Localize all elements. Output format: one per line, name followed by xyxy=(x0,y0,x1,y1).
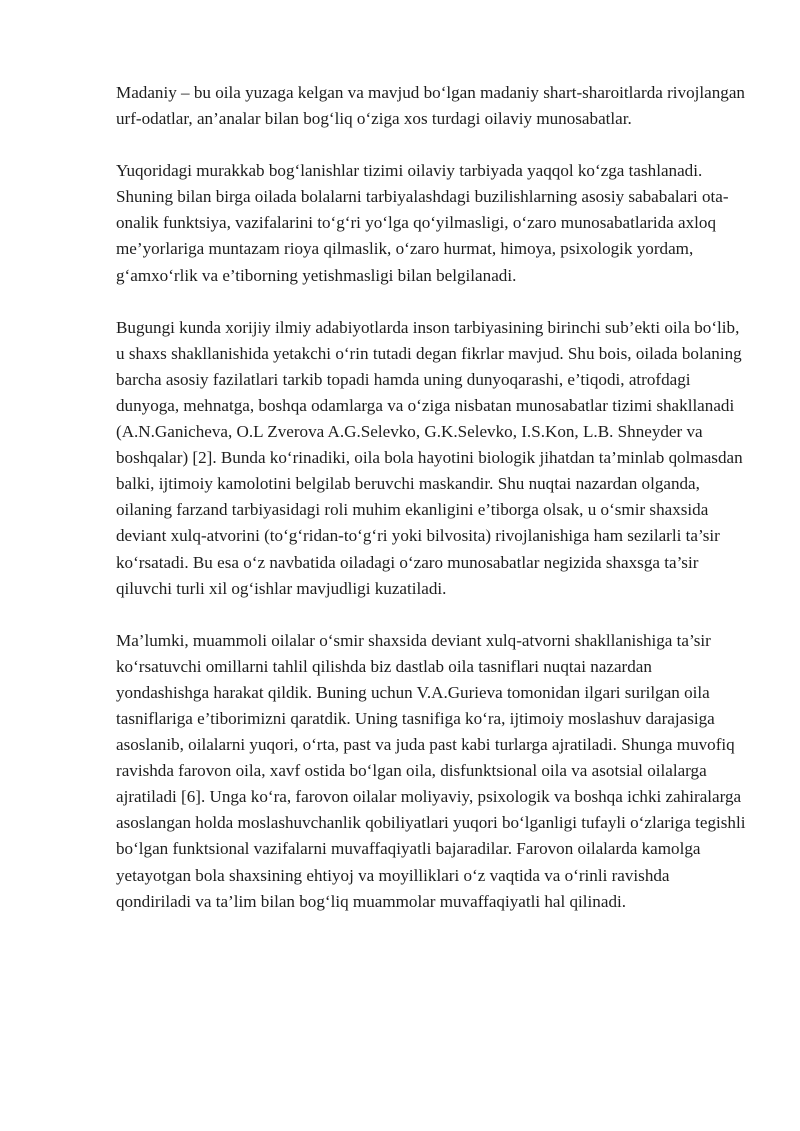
document-page xyxy=(116,80,746,941)
paragraph-family-upbringing-disorders: Yuqoridagi murakkab bog‘lanishlar tizimi oilaviy tarbiyada yaqqol ko‘zga tashlanadi. Shuning bilan birga oilada bolalarni tarbiyalashdagi buzilishlarning asosiy sababalari ota-onalik funktsiya, vazifalarini to‘g‘ri yo‘lga qo‘yilmasligi, o‘zaro munosabatlarida axloq me’yorlariga muntazam rioya qilmaslik, o‘zaro hurmat, himoya, psixologik yordam, g‘amxo‘rlik va e’tiborning yetishmasligi bilan belgilanadi. xyxy=(116,161,729,285)
paragraph-family-classification: Ma’lumki, muammoli oilalar o‘smir shaxsida deviant xulq-atvorni shakllanishiga ta’sir ko‘rsatuvchi omillarni tahlil qilishda biz dastlab oila tasniflari nuqtai nazardan yondashishga harakat qildik. Buning uchun V.A.Gurieva tomonidan ilgari surilgan oila tasniflariga e’tiborimizni qaratdik. Uning tasnifiga ko‘ra, ijtimoiy moslashuv darajasiga asoslanib, oilalarni yuqori, o‘rta, past va juda past kabi turlarga ajratiladi. Shunga muvofiq ravishda farovon oila, xavf ostida bo‘lgan oila, disfunktsional oila va asotsial oilalarga ajratiladi [6]. Unga ko‘ra, farovon oilalar moliyaviy, psixologik va boshqa ichki zahiralarga asoslangan holda moslashuvchanlik qobiliyatlari yuqori bo‘lganligi tufayli o‘zlariga tegishli bo‘lgan funktsional vazifalarni muvaffaqiyatli bajaradilar. Farovon oilalarda kamolga yetayotgan bola shaxsining ehtiyoj va moyilliklari o‘z vaqtida va o‘rinli ravishda qondiriladi va ta’lim bilan bog‘liq muammolar muvaffaqiyatli hal qilinadi. xyxy=(116,630,746,911)
paragraph-madaniy-definition: Madaniy – bu oila yuzaga kelgan va mavjud bo‘lgan madaniy shart-sharoitlarda rivojlangan urf-odatlar, an’analar bilan bog‘liq o‘ziga xos turdagi oilaviy munosabatlar. xyxy=(116,83,745,129)
paragraph-foreign-literature: Bugungi kunda xorijiy ilmiy adabiyotlarda inson tarbiyasining birinchi sub’ekti oila bo‘lib, u shaxs shakllanishida yetakchi o‘rin tutadi degan fikrlar mavjud. Shu bois, oilada bolaning barcha asosiy fazilatlari tarkib topadi hamda uning dunyoqarashi, e’tiqodi, atrofdagi dunyoga, mehnatga, boshqa odamlarga va o‘ziga nisbatan munosabatlar tizimi shakllanadi (A.N.Ganicheva, O.L Zverova A.G.Selevko, G.K.Selevko, I.S.Kon, L.B. Shneyder va boshqalar) [2]. Bunda ko‘rinadiki, oila bola hayotini biologik jihatdan ta’minlab qolmasdan balki, ijtimoiy kamolotini belgilab beruvchi maskandir. Shu nuqtai nazardan olganda, oilaning farzand tarbiyasidagi roli muhim ekanligini e’tiborga olsak, u o‘smir shaxsida deviant xulq-atvorini (to‘g‘ridan-to‘g‘ri yoki bilvosita) rivojlanishiga ham sezilarli ta’sir ko‘rsatadi. Bu esa o‘z navbatida oiladagi o‘zaro munosabatlar negizida shaxsga ta’sir qiluvchi turli xil og‘ishlar mavjudligi kuzatiladi. xyxy=(116,317,743,598)
